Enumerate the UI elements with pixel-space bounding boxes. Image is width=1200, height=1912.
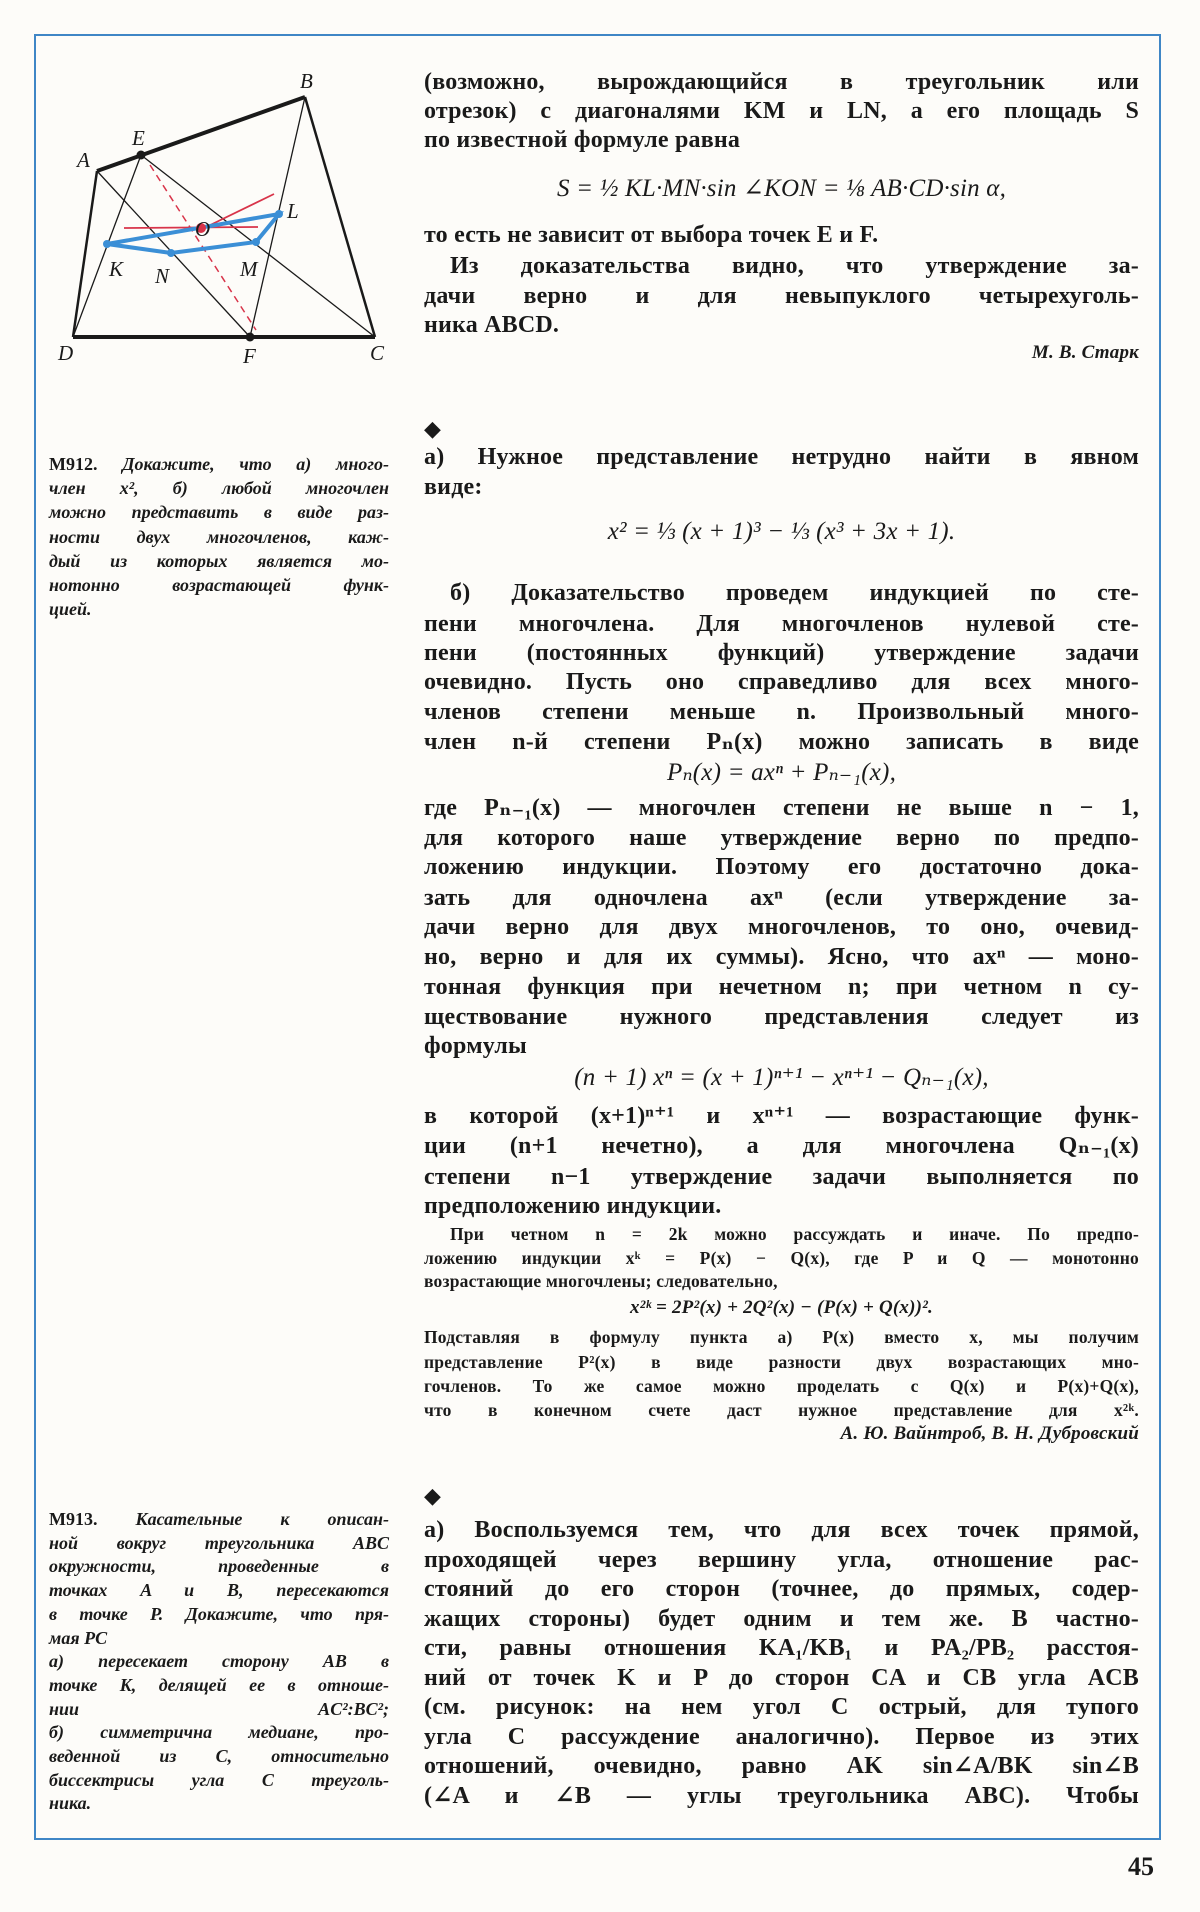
m912-statement-line: нотонно возрастающей функ- (49, 575, 389, 595)
text-line: угла C рассуждение аналогично). Первое из этих (424, 1723, 1139, 1750)
label-m: M (240, 257, 258, 281)
text-line: ника ABCD. (424, 312, 560, 338)
label-o: O (195, 217, 211, 241)
text-line: возрастающие многочлены; следовательно, (424, 1271, 778, 1291)
text-line: дачи верно и для невыпуклого четырехуголь- (424, 283, 1139, 309)
formula: Pₙ(x) = axⁿ + Pₙ₋₁(x), (666, 759, 897, 786)
diamond-icon: ◆ (424, 1483, 442, 1508)
text-line: в которой (x+1)ⁿ⁺¹ и xⁿ⁺¹ — возрастающие функ- (424, 1103, 1139, 1129)
diamond-icon: ◆ (424, 416, 442, 441)
m913-statement-line: веденной из C, относительно (49, 1746, 389, 1766)
text-line: При четном n = 2k можно рассуждать и иначе. По предпо- (450, 1224, 1139, 1244)
text-line: то есть не зависит от выбора точек E и F. (424, 222, 879, 248)
text-line: отрезок) с диагоналями KM и LN, а его площадь S (424, 98, 1139, 124)
m913-statement-line: нии AC²:BC²; (49, 1698, 389, 1719)
point-e (137, 151, 146, 160)
side-bc (305, 97, 375, 337)
text-line: степени n−1 утверждение задачи выполняется по (424, 1164, 1139, 1190)
text-line: б) Доказательство проведем индукцией по сте- (450, 580, 1139, 606)
label-d: D (58, 341, 74, 365)
text-line: (∠A и ∠B — углы треугольника ABC). Чтобы (424, 1782, 1139, 1809)
text-line: ложению индукции xᵏ = P(x) − Q(x), где P и Q — монотонно (424, 1248, 1139, 1268)
statement-text: Докажите, что а) много- (122, 454, 390, 474)
m913-statement-line: точке K, делящей ее в отноше- (49, 1674, 389, 1695)
text-line: стояний до его сторон (точнее, до прямых, содер- (424, 1576, 1139, 1602)
text-line: Подставляя в формулу пункта а) P(x) вместо x, мы получим (424, 1327, 1139, 1347)
text-line: ложению индукции. Поэтому его достаточно дока- (424, 854, 1139, 880)
author-signature: М. В. Старк (1031, 342, 1139, 363)
side-ab (97, 97, 305, 171)
label-e: E (132, 126, 145, 150)
text-line: но, верно и для их суммы). Ясно, что axⁿ — моно- (424, 944, 1139, 970)
text-line: ний от точек K и P до сторон CA и CB угла ACB (424, 1664, 1139, 1691)
point-f (246, 333, 255, 342)
author-signature: А. Ю. Вайнтроб, В. Н. Дубровский (840, 1423, 1139, 1444)
formula: x²ᵏ = 2P²(x) + 2Q²(x) − (P(x) + Q(x))². (629, 1297, 934, 1318)
text-line: сти, равны отношения KA₁/KB₁ и PA₂/PB₂ расстоя- (424, 1635, 1139, 1661)
m913-statement-line: ника. (49, 1793, 92, 1814)
text-line: жащих стороны) будет одним и тем же. В частно- (424, 1605, 1139, 1632)
text-line: отношений, очевидно, равно AK sin∠A/BK sin∠B (424, 1753, 1139, 1779)
text-line: ществование нужного представления следует из (424, 1004, 1139, 1030)
text-line: очевидно. Пусть оно справедливо для всех много- (424, 669, 1139, 695)
text-line: а) Нужное представление нетрудно найти в явном (424, 444, 1139, 470)
m913-statement-line: б) симметрична медиане, про- (49, 1722, 389, 1743)
m913-statement-line: биссектрисы угла C треуголь- (49, 1769, 389, 1790)
m912-statement-line: можно представить в виде раз- (49, 502, 389, 523)
side-da (73, 171, 97, 337)
quadrilateral-figure (0, 0, 420, 380)
text-line: член n-й степени Pₙ(x) можно записать в виде (424, 729, 1139, 755)
m912-statement-line: цией. (49, 599, 92, 620)
m913-statement-line: окружности, проведенные в (49, 1556, 389, 1577)
text-line: предположению индукции. (424, 1193, 722, 1219)
label-c: C (370, 341, 385, 365)
text-line: (см. рисунок: на нем угол C острый, для тупого (424, 1694, 1139, 1720)
formula: x² = ⅓ (x + 1)³ − ⅓ (x³ + 3x + 1). (607, 518, 956, 545)
m913-problem-number: М913. (49, 1509, 98, 1529)
text-line: для которого наше утверждение верно по предпо- (424, 825, 1139, 851)
label-b: B (300, 69, 313, 93)
m913-statement-line: в точке P. Докажите, что пря- (49, 1603, 389, 1624)
m913-statement-line: ной вокруг треугольника ABC (49, 1532, 389, 1553)
m913-statement-line (49, 1508, 389, 1530)
klmn-parallelogram (107, 214, 279, 253)
label-n: N (155, 264, 170, 288)
label-k: K (109, 257, 124, 281)
m913-statement-line: а) пересекает сторону AB в (49, 1651, 389, 1672)
text-line: по известной формуле равна (424, 127, 741, 153)
label-a: A (77, 148, 90, 172)
text-line: проходящей через вершину угла, отношение рас- (424, 1546, 1139, 1573)
label-l: L (287, 199, 299, 223)
m912-statement-line: ности двух многочленов, каж- (49, 526, 389, 547)
text-line: а) Воспользуемся тем, что для всех точек прямой, (424, 1517, 1139, 1543)
text-line: виде: (424, 474, 483, 500)
text-line: ции (n+1 нечетно), а для многочлена Qₙ₋₁(x) (424, 1133, 1139, 1159)
text-line: формулы (424, 1033, 527, 1059)
text-line: зать для одночлена axⁿ (если утверждение за- (424, 885, 1139, 911)
text-line: дачи верно для двух многочленов, то оно, очевид- (424, 914, 1139, 940)
text-line: тонная функция при нечетном n; при четном n су- (424, 974, 1139, 1000)
m912-statement-line: дый из которых является мо- (49, 550, 389, 571)
page-number: 45 (1128, 1852, 1154, 1881)
text-line: членов степени меньше n. Произвольный много- (424, 699, 1139, 725)
text-line: гочленов. То же самое можно проделать с Q(x) и P(x)+Q(x), (424, 1376, 1139, 1396)
m912-problem-number: М912. (49, 454, 98, 474)
text-line: пени многочлена. Для многочленов нулевой сте- (424, 611, 1139, 637)
m912-statement-line: член x², б) любой многочлен (49, 478, 389, 499)
text-line: (возможно, вырождающийся в треугольник или (424, 69, 1139, 95)
m913-statement-line: точках A и B, пересекаются (49, 1580, 389, 1601)
statement-text: Касательные к описан- (135, 1509, 389, 1529)
text-line: пени (постоянных функций) утверждение задачи (424, 640, 1139, 666)
segment-ec (141, 155, 375, 337)
text-line: что в конечном счете даст нужное представление для x²ᵏ. (424, 1400, 1139, 1420)
label-f: F (243, 344, 256, 368)
m912-statement-line (49, 453, 389, 475)
m913-statement-line: мая PC (49, 1627, 108, 1648)
text-line: Из доказательства видно, что утверждение за- (450, 253, 1139, 279)
text-line: представление P²(x) в виде разности двух возрастающих мно- (424, 1352, 1139, 1372)
formula: (n + 1) xⁿ = (x + 1)ⁿ⁺¹ − xⁿ⁺¹ − Qₙ₋₁(x), (574, 1064, 989, 1091)
formula: S = ½ KL·MN·sin ∠KON = ⅛ AB·CD·sin α, (556, 175, 1007, 202)
text-line: где Pₙ₋₁(x) — многочлен степени не выше n − 1, (424, 795, 1139, 821)
